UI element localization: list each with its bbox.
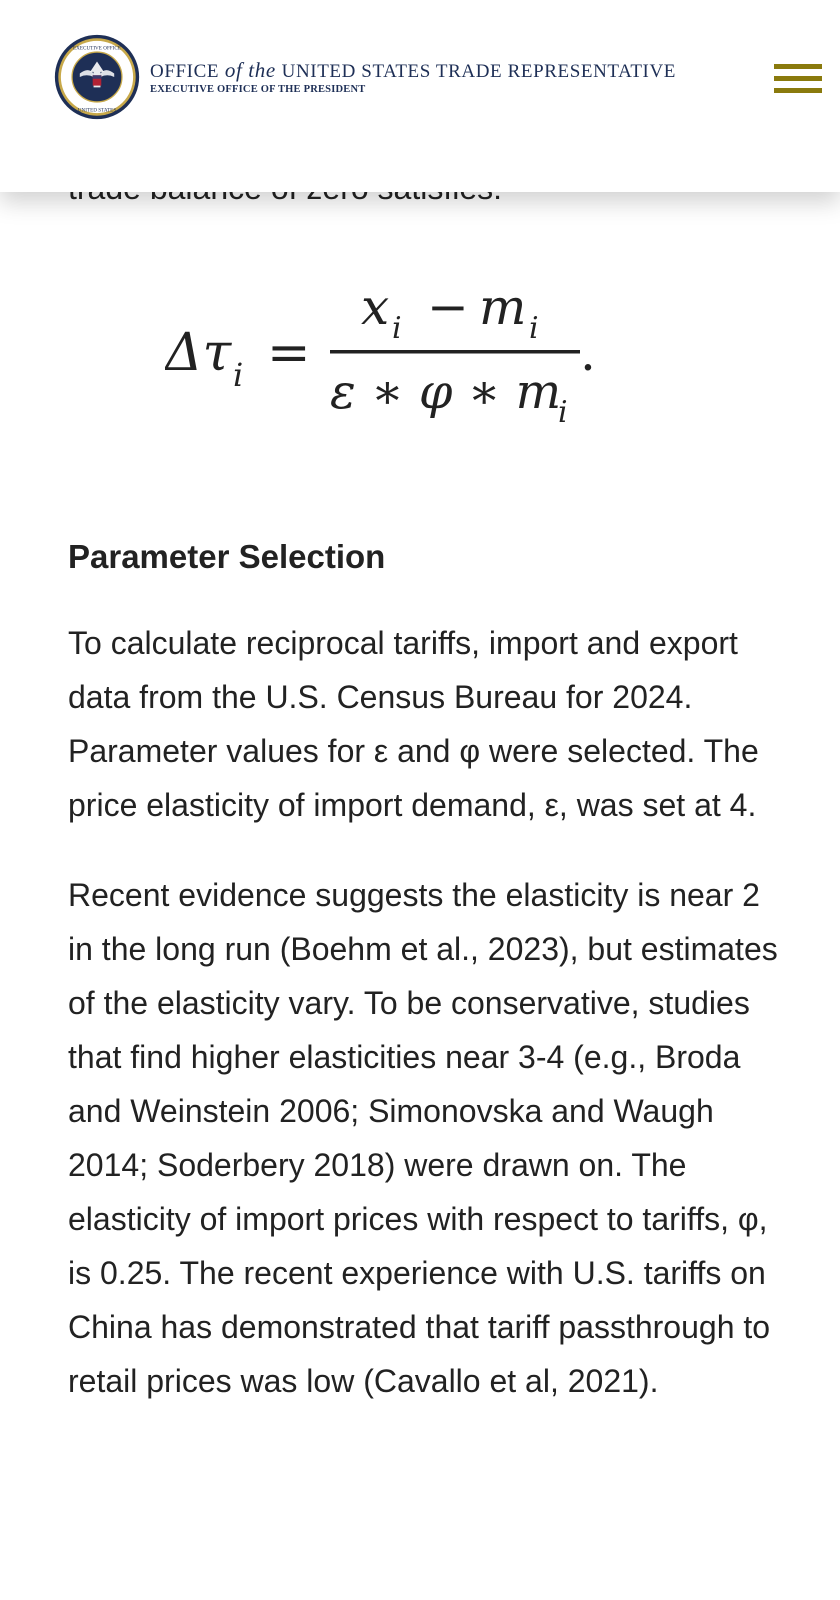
hamburger-menu-icon[interactable] [774, 62, 824, 98]
site-header [0, 0, 840, 192]
formula-minus: − [427, 278, 469, 336]
formula-period: . [580, 324, 596, 382]
agency-title [150, 58, 676, 84]
section-heading: Parameter Selection [68, 538, 386, 575]
formula-denominator: ε ∗ φ ∗ m [330, 364, 562, 420]
paragraph: To calculate reciprocal tariffs, import and export data from the U.S. Census Bureau for 2024. Parameter values for ε and φ were selected. The price elasticity of import demand, ε, was set at 4. [68, 625, 759, 823]
formula-equals: = [267, 323, 311, 383]
agency-name: UNITED STATES TRADE REPRESENTATIVE [281, 61, 676, 82]
formula-numerator-m: m [479, 278, 527, 336]
agency-brand[interactable] [150, 58, 676, 95]
formula-numerator-x-sub: i [392, 311, 402, 346]
svg-text:UNITED STATES: UNITED STATES [77, 107, 117, 114]
office-word: OFFICE [150, 61, 220, 82]
tariff-formula [165, 268, 625, 448]
ustr-seal-icon[interactable] [54, 34, 140, 120]
formula-lhs-sub: i [233, 356, 244, 394]
of-the-word: of the [224, 58, 276, 82]
svg-text:EXECUTIVE OFFICE: EXECUTIVE OFFICE [73, 45, 121, 52]
fraction-bar [330, 350, 580, 354]
formula-numerator-x: x [361, 278, 390, 336]
formula-denominator-sub: i [558, 395, 568, 430]
paragraph: Recent evidence suggests the elasticity is near 2 in the long run (Boehm et al., 2023), but estimates of the elasticity vary. To be conservative, studies that find higher elasticities near 3-4 (e.g., Broda and Weinstein 2006; Simonovska and Waugh 2014; Soderbery 2018) were drawn on. The elasticity of import prices with respect to tariffs, φ, is 0.25. The recent experience with U.S. tariffs on China has demonstrated that tariff passthrough to retail prices was low (Cavallo et al, 2021). [68, 877, 778, 1399]
article-body [68, 530, 788, 1444]
agency-subtitle: EXECUTIVE OFFICE OF THE PRESIDENT [150, 84, 366, 95]
formula-numerator-m-sub: i [529, 311, 539, 346]
formula-lhs: Δτ [165, 323, 232, 383]
